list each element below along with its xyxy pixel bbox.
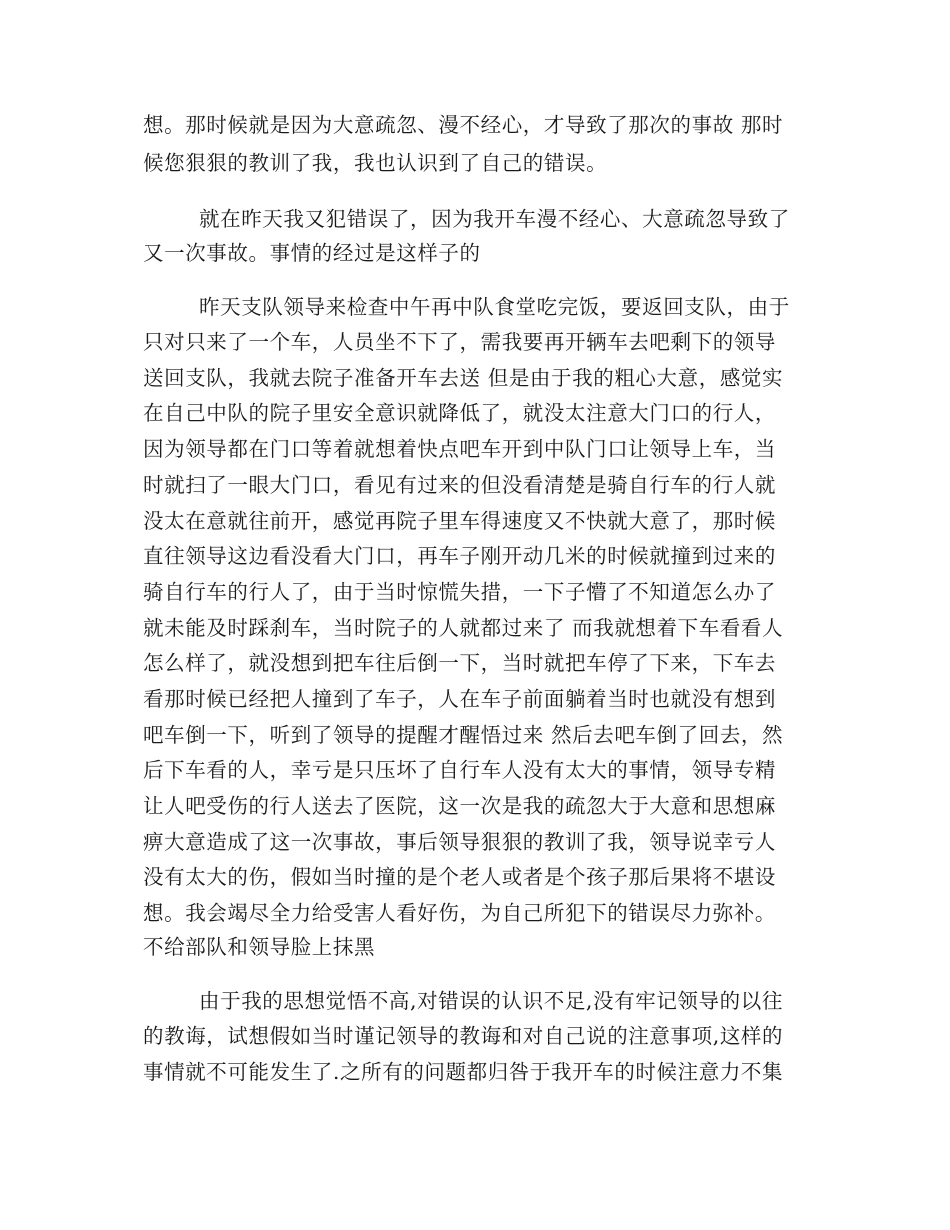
text-line: 的教诲，试想假如当时谨记领导的教诲和对自己说的注意事项,这样的 bbox=[143, 1024, 784, 1048]
text-line: 在自己中队的院子里安全意识就降低了，就没太注意大门口的行人， bbox=[143, 401, 776, 425]
text-line: 直往领导这边看没看大门口，再车子刚开动几米的时候就撞到过来的 bbox=[143, 544, 776, 568]
text-line: 又一次事故。事情的经过是这样子的 bbox=[143, 241, 481, 265]
text-line: 想。我会竭尽全力给受害人看好伤，为自己所犯下的错误尽力弥补。 bbox=[143, 901, 776, 925]
text-line: 痹大意造成了这一次事故，事后领导狠狠的教训了我，领导说幸亏人 bbox=[143, 830, 776, 854]
text-line: 只对只来了一个车，人员坐不下了，需我要再开辆车去吧剩下的领导 bbox=[143, 330, 776, 354]
text-line: 吧车倒一下，听到了领导的提醒才醒悟过来 然后去吧车倒了回去，然 bbox=[143, 723, 784, 747]
text-line: 骑自行车的行人了，由于当时惊慌失措，一下子懵了不知道怎么办了 bbox=[143, 580, 776, 604]
text-line: 让人吧受伤的行人送去了医院，这一次是我的疏忽大于大意和思想麻 bbox=[143, 794, 776, 818]
text-line: 看那时候已经把人撞到了车子，人在车子前面躺着当时也就没有想到 bbox=[143, 687, 776, 711]
text-line: 就未能及时踩刹车，当时院子的人就都过来了 而我就想着下车看看人 bbox=[143, 616, 784, 640]
paragraph-first-line: 由于我的思想觉悟不高,对错误的认识不足,没有牢记领导的以往 bbox=[199, 989, 783, 1013]
text-line: 没有太大的伤，假如当时撞的是个老人或者是个孩子那后果将不堪设 bbox=[143, 865, 776, 889]
text-line: 事情就不可能发生了.之所有的问题都归咎于我开车的时候注意力不集 bbox=[143, 1060, 784, 1084]
text-line: 没太在意就往前开，感觉再院子里车得速度又不快就大意了，那时候 bbox=[143, 509, 776, 533]
text-line: 候您狠狠的教训了我，我也认识到了自己的错误。 bbox=[143, 151, 608, 175]
text-line: 送回支队，我就去院子准备开车去送 但是由于我的粗心大意，感觉实 bbox=[143, 366, 784, 390]
text-line: 不给部队和领导脸上抹黑 bbox=[143, 935, 376, 959]
text-line: 因为领导都在门口等着就想着快点吧车开到中队门口让领导上车，当 bbox=[143, 437, 776, 461]
text-line: 怎么样了，就没想到把车往后倒一下，当时就把车停了下来，下车去 bbox=[143, 651, 776, 675]
text-line: 想。那时候就是因为大意疏忽、漫不经心，才导致了那次的事故 那时 bbox=[143, 113, 784, 137]
text-line: 后下车看的人，幸亏是只压坏了自行车人没有太大的事情，领导专精 bbox=[143, 758, 776, 782]
text-line: 时就扫了一眼大门口，看见有过来的但没看清楚是骑自行车的行人就 bbox=[143, 473, 776, 497]
paragraph-first-line: 昨天支队领导来检查中午再中队食堂吃完饭，要返回支队，由于 bbox=[199, 295, 790, 319]
paragraph-first-line: 就在昨天我又犯错误了，因为我开车漫不经心、大意疏忽导致了 bbox=[199, 207, 790, 231]
